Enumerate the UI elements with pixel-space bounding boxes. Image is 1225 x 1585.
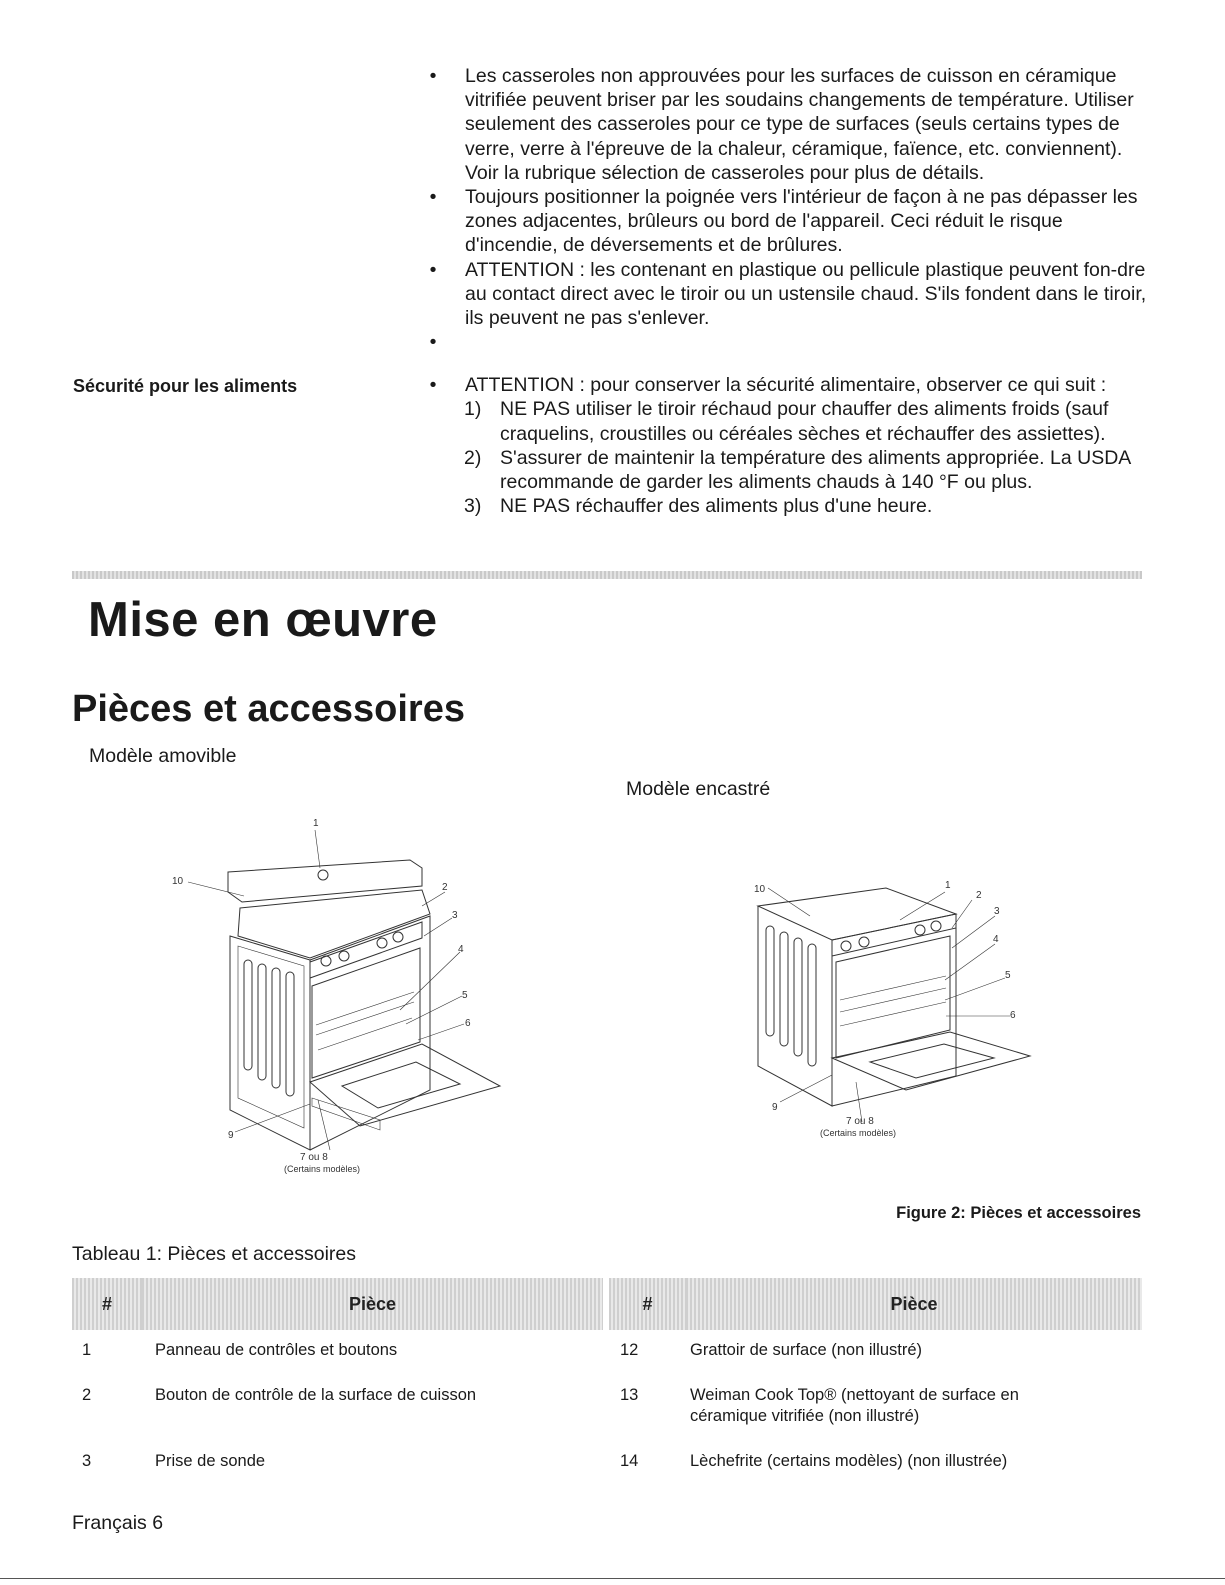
header-part: Pièce [142,1278,606,1330]
header-number: # [72,1278,142,1330]
section-title: Mise en œuvre [88,593,438,647]
callout-10: 10 [172,876,184,887]
table-row [72,1441,1142,1486]
callout-5: 5 [462,990,468,1001]
callout-note: (Certains modèles) [284,1164,361,1174]
table-row [72,1330,1142,1375]
callout-3: 3 [452,910,458,921]
cell-number: 12 [620,1341,639,1359]
parts-table [72,1278,1142,1486]
right-model-label: Modèle encastré [626,778,771,800]
bullet-item: • Toujours positionner la poignée vers l'intérieur de façon à ne pas dépasser les zones adjacentes, brûleurs ou bord de l'appareil. Ceci réduit le risque d'incendie, de déversements et de brûlures. [429,186,1138,257]
section-divider [72,571,1142,579]
bullet-item: • ATTENTION : les contenant en plastique ou pellicule plastique peuvent fon-dre au contact direct avec le tiroir ou un ustensile chaud. S'ils fondent dans le tiroir, ils peuvent ne pas s'enlever. [429,258,1147,330]
callout-3: 3 [994,906,1000,917]
table-header-row [72,1278,1142,1330]
cell-part: Grattoir de surface (non illustré) [690,1341,923,1359]
header-part: Pièce [686,1278,1142,1330]
freestanding-range-illustration [160,810,520,1180]
callout-1: 1 [945,880,951,891]
callout-7-8: 7 ou 8 [846,1116,874,1127]
callout-4: 4 [458,944,464,955]
cell-number: 14 [620,1452,639,1470]
callout-7-8: 7 ou 8 [300,1152,328,1163]
callout-4: 4 [993,934,999,945]
cell-number: 3 [82,1452,92,1470]
safety-bullets [428,64,1148,518]
cell-part: Prise de sonde [155,1452,266,1470]
figure-caption: Figure 2: Pièces et accessoires [896,1204,1141,1222]
callout-5: 5 [1005,970,1011,981]
cell-part: Lèchefrite (certains modèles) (non illustrée) [690,1452,1008,1470]
page-footer: Français 6 [72,1512,164,1534]
food-safety-item: 3) NE PAS réchauffer des aliments plus d'une heure. [464,495,933,518]
food-safety-item: 1) NE PAS utiliser le tiroir réchaud pour chauffer des aliments froids (sauf craquelins, croustilles ou céréales sèches et réchauffer des assiettes). [464,398,1109,445]
callout-2: 2 [976,890,982,901]
callout-9: 9 [228,1130,234,1141]
callout-1: 1 [313,818,319,829]
callout-6: 6 [1010,1010,1016,1021]
table-caption: Tableau 1: Pièces et accessoires [72,1243,356,1265]
cell-part: Panneau de contrôles et boutons [155,1341,398,1359]
callout-10: 10 [754,884,766,895]
built-in-range-illustration [740,870,1040,1145]
callout-note: (Certains modèles) [820,1128,897,1138]
header-number: # [606,1278,686,1330]
food-safety-item: 2) S'assurer de maintenir la température des aliments appropriée. La USDA recommande de garder les aliments chauds à 140 °F ou plus. [464,446,1131,494]
food-safety-intro: • ATTENTION : pour conserver la sécurité alimentaire, observer ce qui suit : [429,374,1107,397]
callout-9: 9 [772,1102,778,1113]
table-row [72,1375,1142,1441]
bullet-item-empty: • [429,331,437,354]
food-safety-heading: Sécurité pour les aliments [73,376,298,396]
left-model-label: Modèle amovible [89,745,237,767]
cell-number: 1 [82,1341,92,1359]
cell-number: 13 [620,1386,639,1404]
cell-part: Bouton de contrôle de la surface de cuisson [155,1386,477,1404]
cell-part: Weiman Cook Top® (nettoyant de surface en céramique vitrifiée (non illustré) [690,1386,1019,1425]
cell-number: 2 [82,1386,92,1404]
subsection-title: Pièces et accessoires [72,688,465,730]
bullet-item: • Les casseroles non approuvées pour les surfaces de cuisson en céramique vitrifiée peuvent briser par les soudains changements de température. Utiliser seulement des casseroles pour ce type de surfaces (seuls certains types de verre, verre à l'épreuve de la chaleur, céramique, faïence, etc. conviennent). Voir la rubrique sélection de casseroles pour plus de détails. [429,65,1134,184]
bottom-rule [0,1578,1225,1579]
callout-2: 2 [442,882,448,893]
callout-6: 6 [465,1018,471,1029]
